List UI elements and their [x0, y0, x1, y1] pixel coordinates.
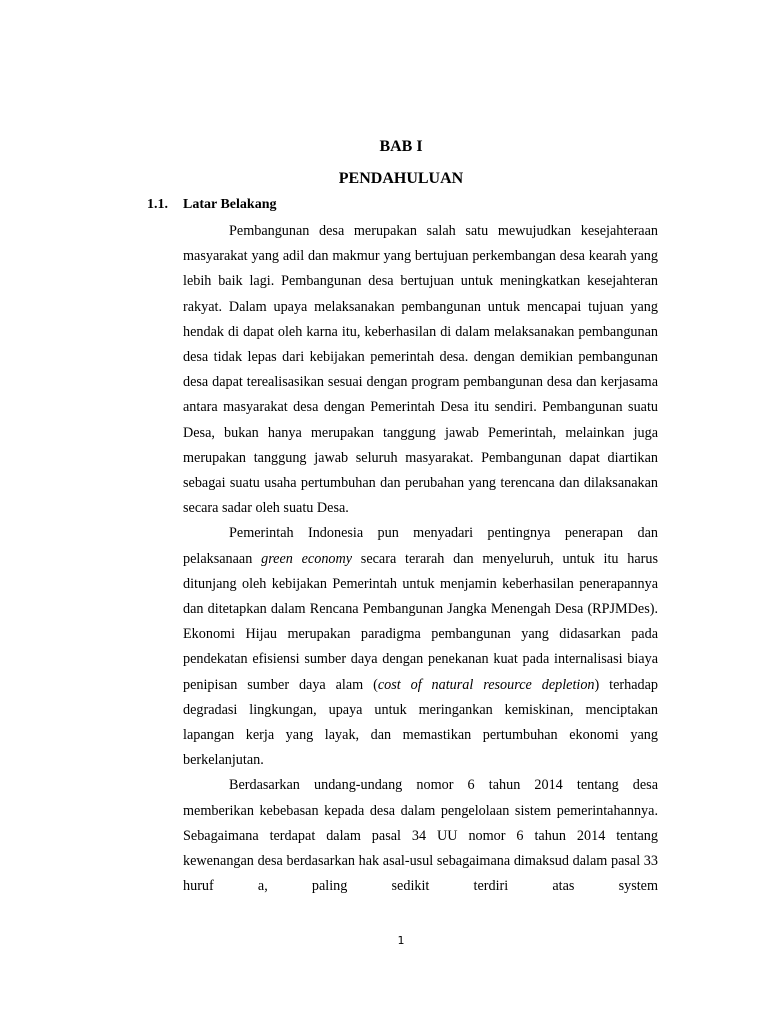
- paragraph: [183, 521, 658, 773]
- text-segment: ) terhadap degradasi lingkungan, upaya untuk meringankan kemiskinan, menciptakan lapangan kerja yang layak, dan memastikan pertumbuhan ekonomi yang berkelanjutan.: [183, 676, 658, 769]
- text-segment: Pemerintah Indonesia pun menyadari pentingnya penerapan dan pelaksanaan: [183, 525, 658, 567]
- text-segment: Pembangunan desa merupakan salah satu mewujudkan kesejahteraan masyarakat yang adil dan makmur yang bertujuan perkembangan desa kearah yang lebih baik lagi. Pembangunan desa bertujuan untuk meningkatkan kesejahteran rakyat. Dalam upaya melaksanakan pembangunan untuk mencapai tujuan yang hendak di dapat oleh karna itu, keberhasilan di dalam melaksanakan pembangunan desa tidak lepas dari kebijakan pemerintah desa. dengan demikian pembangunan desa dapat terealisasikan sesuai dengan program pembangunan desa dan kerjasama antara masyarakat desa dengan Pemerintah Desa itu sendiri. Pembangunan suatu Desa, bukan hanya merupakan tanggung jawab Pemerintah, melainkan juga merupakan tanggung jawab seluruh masyarakat. Pembangunan dapat diartikan sebagai suatu usaha pertumbuhan dan perubahan yang terencana dan dilaksanakan secara sadar oleh suatu Desa.: [183, 223, 658, 517]
- page-number: 1: [397, 934, 405, 947]
- section-title: Latar Belakang: [183, 197, 277, 212]
- chapter-title: PENDAHULUAN: [338, 170, 464, 187]
- paragraph: [183, 219, 658, 521]
- text-segment: secara terarah dan menyeluruh, untuk itu harus ditunjang oleh kebijakan Pemerintah untuk menjamin keberhasilan penerapannya dan ditetapkan dalam Rencana Pembangunan Jangka Menengah Desa (RPJMDes). Ekonomi Hijau merupakan paradigma pembangunan yang didasarkan pada pendekatan efisiensi sumber daya dengan penekanan kuat pada internalisasi biaya penipisan sumber daya alam (: [183, 550, 658, 693]
- section-number: 1.1.: [147, 197, 168, 212]
- chapter-number: BAB I: [379, 138, 423, 155]
- italic-term: cost of natural resource depletion: [377, 676, 595, 693]
- text-segment: Berdasarkan undang-undang nomor 6 tahun 2014 tentang desa memberikan kebebasan kepada desa dalam pengelolaan sistem pemerintahannya. Sebagaimana terdapat dalam pasal 34 UU nomor 6 tahun 2014 tentang kewenangan desa berdasarkan hak asal-usul sebagaimana dimaksud dalam pasal 33 huruf a, paling sedikit terdiri atas system: [183, 777, 658, 895]
- section-heading: [147, 196, 276, 214]
- paragraph: [183, 773, 658, 899]
- italic-term: green economy: [261, 550, 353, 567]
- body-text: [183, 219, 658, 899]
